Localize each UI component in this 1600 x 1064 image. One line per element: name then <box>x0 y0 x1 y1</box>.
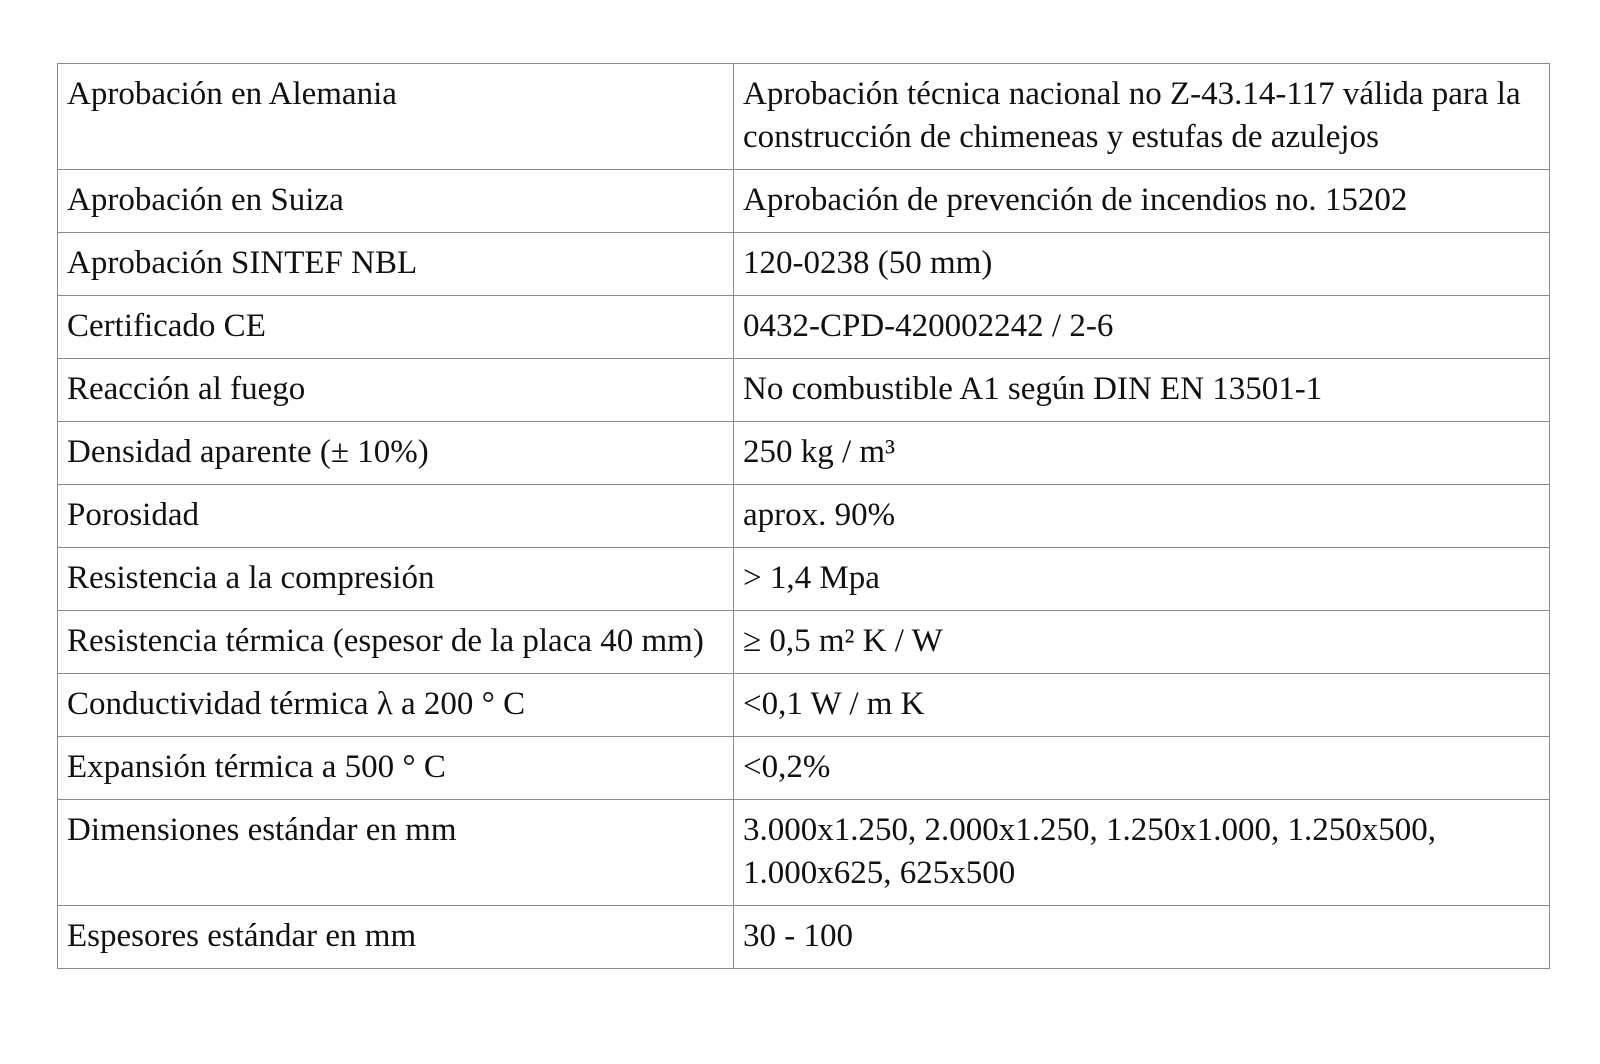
table-row <box>58 422 1550 485</box>
table-row <box>58 485 1550 548</box>
property-cell: Certificado CE <box>58 296 734 359</box>
value-cell: No combustible A1 según DIN EN 13501-1 <box>734 359 1550 422</box>
value-cell: <0,1 W / m K <box>734 674 1550 737</box>
value-cell: <0,2% <box>734 737 1550 800</box>
property-cell: Resistencia térmica (espesor de la placa 40 mm) <box>58 611 734 674</box>
property-cell: Resistencia a la compresión <box>58 548 734 611</box>
table-row <box>58 906 1550 969</box>
value-cell: Aprobación técnica nacional no Z-43.14-117 válida para la construcción de chimeneas y estufas de azulejos <box>734 64 1550 170</box>
table-row <box>58 548 1550 611</box>
value-cell: aprox. 90% <box>734 485 1550 548</box>
table-row <box>58 233 1550 296</box>
property-cell: Expansión térmica a 500 ° C <box>58 737 734 800</box>
value-cell: ≥ 0,5 m² K / W <box>734 611 1550 674</box>
property-cell: Aprobación SINTEF NBL <box>58 233 734 296</box>
table-row <box>58 737 1550 800</box>
value-cell: 30 - 100 <box>734 906 1550 969</box>
table-row <box>58 674 1550 737</box>
table-row <box>58 359 1550 422</box>
table-row <box>58 296 1550 359</box>
table-row <box>58 611 1550 674</box>
table-row <box>58 64 1550 170</box>
value-cell: Aprobación de prevención de incendios no. 15202 <box>734 170 1550 233</box>
property-cell: Aprobación en Alemania <box>58 64 734 170</box>
table-row <box>58 800 1550 906</box>
specifications-table <box>57 63 1550 969</box>
property-cell: Aprobación en Suiza <box>58 170 734 233</box>
table-row <box>58 170 1550 233</box>
value-cell: 120-0238 (50 mm) <box>734 233 1550 296</box>
property-cell: Conductividad térmica λ a 200 ° C <box>58 674 734 737</box>
property-cell: Espesores estándar en mm <box>58 906 734 969</box>
property-cell: Porosidad <box>58 485 734 548</box>
property-cell: Reacción al fuego <box>58 359 734 422</box>
value-cell: 3.000x1.250, 2.000x1.250, 1.250x1.000, 1.250x500, 1.000x625, 625x500 <box>734 800 1550 906</box>
value-cell: 250 kg / m³ <box>734 422 1550 485</box>
property-cell: Dimensiones estándar en mm <box>58 800 734 906</box>
property-cell: Densidad aparente (± 10%) <box>58 422 734 485</box>
value-cell: 0432-CPD-420002242 / 2-6 <box>734 296 1550 359</box>
value-cell: > 1,4 Mpa <box>734 548 1550 611</box>
